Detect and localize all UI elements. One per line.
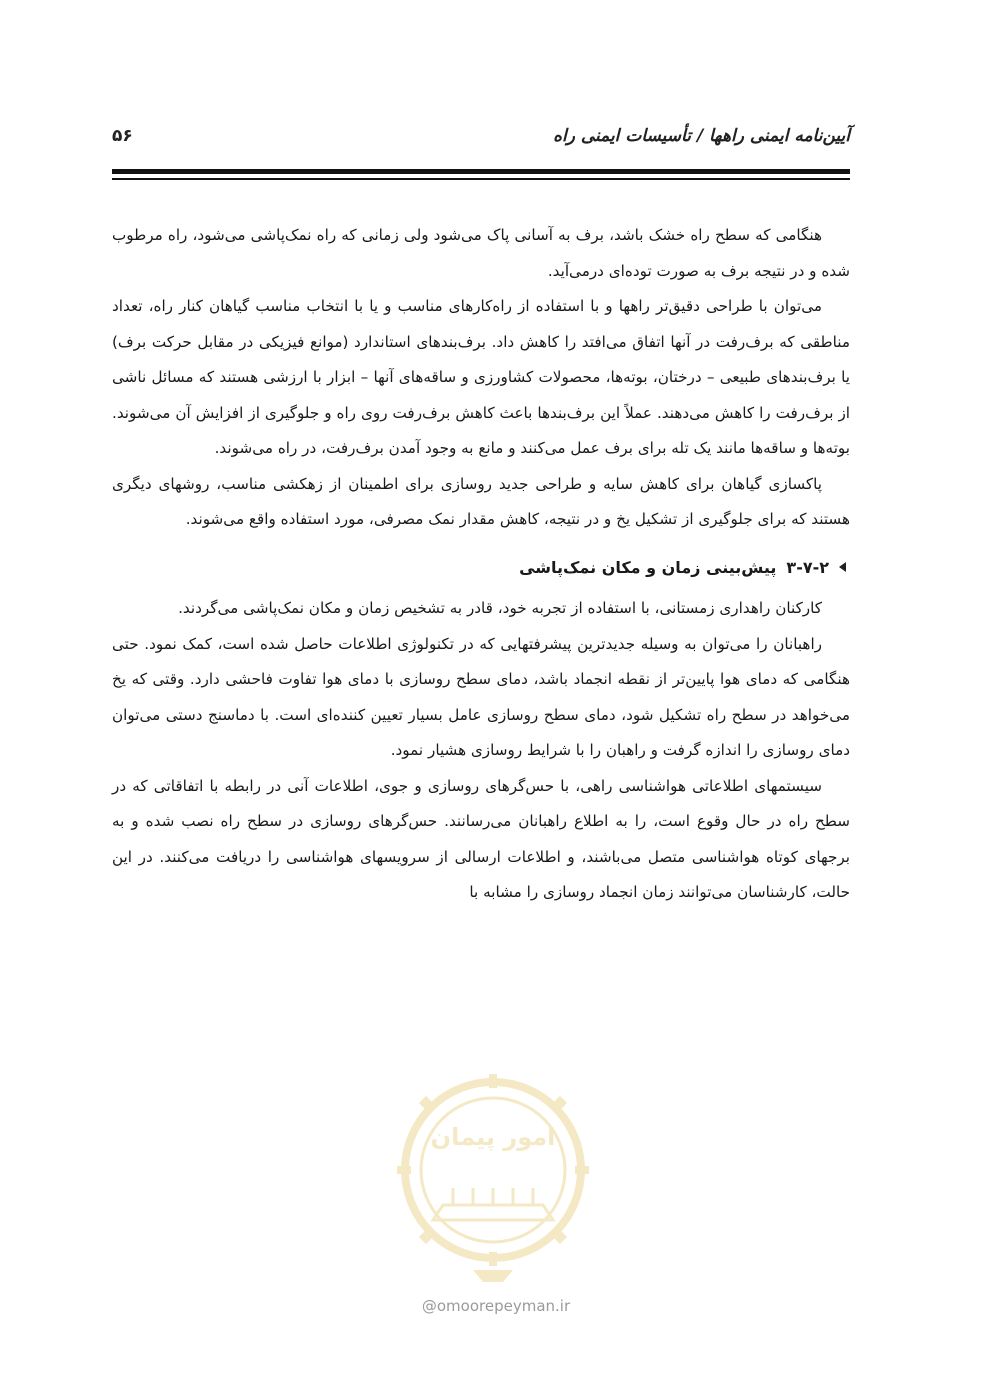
paragraph: سیستمهای اطلاعاتی هواشناسی راهی، با حس‌گرهای روسازی و جوی، اطلاعات آنی در رابطه با اتفاقاتی که در سطح راه در حال وقوع است، را به اطلاع راهبانان می‌رسانند. حس‌گرهای روسازی در سطح راه نصب شده و به برجهای کوتاه هواشناسی متصل می‌باشند، و اطلاعات ارسالی از سرویسهای هواشناسی را دریافت می‌کنند. در این حالت، کارشناسان می‌توانند زمان انجماد روسازی را مشابه با [112,776,850,901]
page-header [112,126,850,162]
header-rule-thin [112,178,850,180]
body-text [112,218,850,911]
paragraph: پاکسازی گیاهان برای کاهش سایه و طراحی جدید روسازی برای اطمینان از زهکشی مناسب، روشهای دیگری هستند که برای جلوگیری از تشکیل یخ و در نتیجه، کاهش مقدار نمک مصرفی، مورد استفاده واقع می‌شوند. [112,474,850,528]
watermark-url: @omoorepeyman.ir [421,1297,571,1315]
section-heading [112,550,850,586]
paragraph: راهبانان را می‌توان به وسیله جدیدترین پیشرفتهایی که در تکنولوژی اطلاعات حاصل شده است، کمک نمود. حتی هنگامی که دمای هوا پایین‌تر از نقطه انجماد باشد، دمای سطح روسازی با دمای هوا تفاوت فاحشی دارد. وقتی که یخ می‌خواهد در سطح راه تشکیل شود، دمای سطح روسازی عامل بسیار تعیین کننده‌ای است. با دماسنج دستی می‌توان دمای روسازی را اندازه گرفت و راهبان را با شرایط روسازی هشیار نمود. [112,634,850,759]
paragraph: کارکنان راهداری زمستانی، با استفاده از تجربه خود، قادر به تشخیص زمان و مکان نمک‌پاشی می‌گردند. [178,599,822,617]
section-title: پیش‌بینی زمان و مکان نمک‌پاشی [519,557,777,577]
triangle-bullet-icon [839,562,846,572]
running-title: آیین‌نامه ایمنی راهها / تأسیسات ایمنی راه [553,126,850,146]
paragraph: می‌توان با طراحی دقیق‌تر راهها و با استفاده از راه‌کارهای مناسب و یا با انتخاب مناسب گیاهان کنار راه، تعداد مناطقی که برف‌رفت در آنها اتفاق می‌افتد را کاهش داد. برف‌بندهای استاندارد (موانع فیزیکی در مقابل حرکت برف) یا برف‌بندهای طبیعی – درختان، بوته‌ها، محصولات کشاورزی و ساقه‌های آنها – ابزار با ارزشی هستند که مسائل ناشی از برف‌رفت را کاهش می‌دهند. عملاً این برف‌بندها باعث کاهش برف‌رفت روی راه و جلوگیری از افزایش آن می‌شوند. بوته‌ها و ساقه‌ها مانند یک تله برای برف عمل می‌کنند و مانع به وجود آمدن برف‌رفت، در راه می‌شوند. [112,297,850,457]
watermark-logo-icon [393,1070,593,1290]
paragraph: هنگامی که سطح راه خشک باشد، برف به آسانی پاک می‌شود ولی زمانی که راه نمک‌پاشی می‌شود، راه مرطوب شده و در نتیجه برف به صورت توده‌ای درمی‌آید. [112,226,850,280]
page-number: ۵۶ [112,126,133,146]
section-number: ۳-۷-۲ [786,557,829,577]
watermark-text: امور پیمان [430,1123,556,1151]
header-rule-thick [112,169,850,174]
